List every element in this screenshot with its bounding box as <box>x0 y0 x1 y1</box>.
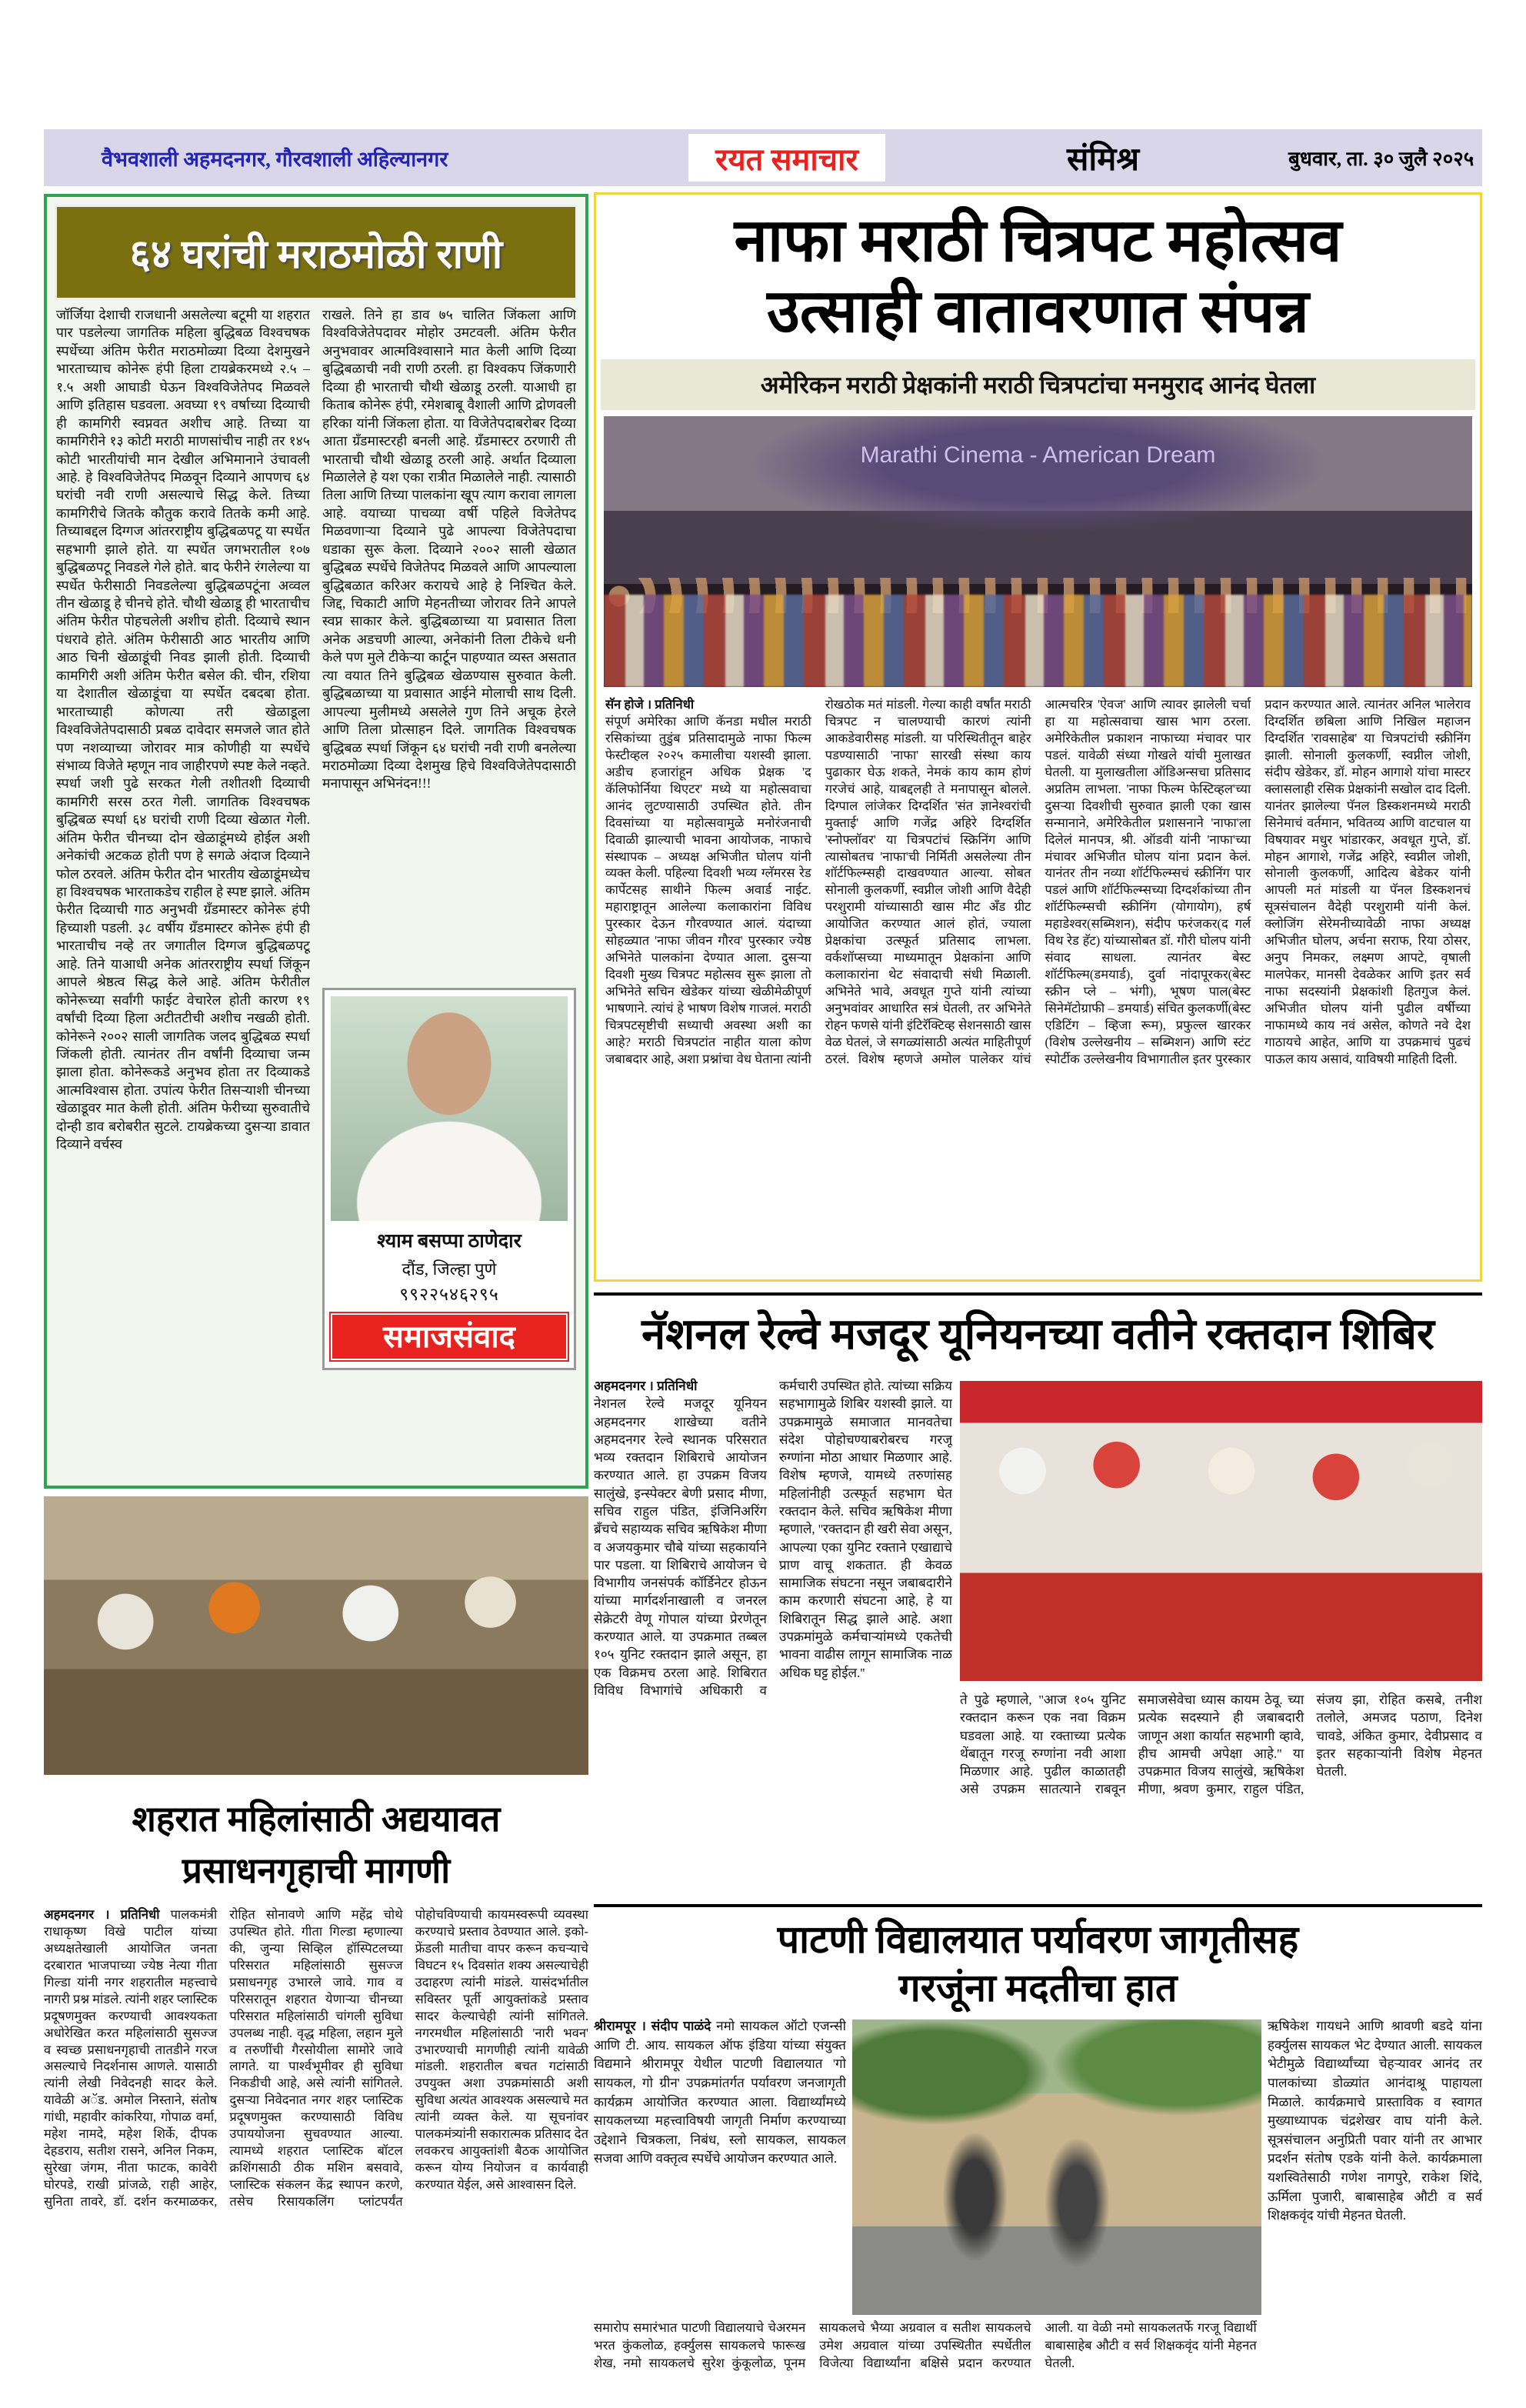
cycle-donation-photo <box>852 2019 1261 2315</box>
masthead-bar <box>44 129 1482 186</box>
janata-darbar-photo <box>44 1496 588 1775</box>
masthead-title-box <box>688 134 885 182</box>
masthead-section: संमिश्र <box>1067 142 1140 178</box>
section-divider-rule-1 <box>594 1292 1482 1296</box>
masthead-tagline: वैभवशाली अहमदनगर, गौरवशाली अहिल्यानगर <box>102 147 448 171</box>
toilet-article-byline: अहमदनगर । प्रतिनिधी <box>44 1907 160 1922</box>
left-article-col1: जॉर्जिया देशाची राजधानी असलेल्या बटूमी या शहरात पार पडलेल्या जागतिक महिला बुद्धिबळ विश्वचषक स्पर्धेच्या अंतिम फेरीत मराठमोळ्या दिव्या देशमुखने भारताच्याच कोनेरू हंपी हिला टायब्रेकरमध्ये २.५ – १.५ अशी आघाडी घेऊन विश्वविजेतेपद मिळवले आणि इतिहास घडवला. अवघ्या १९ वर्षाच्या दिव्याची ही कामगिरी स्वप्नवत अशीच आहे. तिच्या या कामगिरीने १३ कोटी मराठी माणसांचीच नाही तर १४५ कोटी भारतीयांची मान देखील अभिमानाने उंचावली आहे. हे विश्वविजेतेपद मिळवून दिव्याने आपणच ६४ घरांची नवी राणी असल्याचे सिद्ध केले. तिच्या कामगिरीचे जितके कौतुक करावे तितके कमी आहे. तिच्याबद्दल दिग्गज आंतरराष्ट्रीय बुद्धिबळपटू या स्पर्धेत सहभागी झाले होते. या स्पर्धेत जगभरातील १०७ बुद्धिबळपटू निवडले गेले होते. बाद फेरीने रंगलेल्या या स्पर्धेत फेरीसाठी निवडलेल्या बुद्धिबळपटूंना अव्वल तीन खेळाडू हे चीनचे होते. चौथी खेळाडू ही भारताचीच अंतिम फेरीत पोहचलेली अशीच होती. दिव्याचे स्थान पंधरावे होते. अंतिम फेरीसाठी आठ भारतीय आणि आठ चिनी खेळाडूंची निवड झाली होती. दिव्याची कामगिरी अशी अंतिम फेरीत बसेल की. चीन, रशिया या देशातील खेळाडूंचा या स्पर्धेत दबदबा होता. भारताच्याही कोणत्या तरी खेळाडूला विश्वविजेतेपदासाठी प्रबळ दावेदार समजले जात होते पण नशव्याच्या जोरावर मात्र कोणीही या स्पर्धेचे संभाव्य विजेते म्हणून नाव जाहीरपणे स्पष्ट केले नव्हते. स्पर्धा जशी पुढे सरकत गेली तशीतशी दिव्याची कामगिरी सरस ठरत गेली. जागतिक विश्वचषक बुद्धिबळ स्पर्धा ६४ घरांची राणी दिव्या खेळात गेली. अंतिम फेरीत चीनच्या दोन खेळाडूंमध्ये होईल अशी अनेकांची अटकळ होती पण हे सगळे अंदाज दिव्याने फोल ठरवले. अंतिम फेरीत दोन भारतीय खेळाडूंमध्येच हा विश्वचषक भारताकडेच राहील हे स्पष्ट झाले. अंतिम फेरीत दिव्याची गाठ अनुभवी ग्रँडमास्टर कोनेरू हंपी हिच्याशी पडली. ३८ वर्षीय ग्रँडमास्टर कोनेरू हंपी ही भारताचीच नव्हे तर जगातील दिग्गज बुद्धिबळपटू आहे. तिने याआधी अनेक आंतरराष्ट्रीय स्पर्धा जिंकून आपले श्रेष्ठत्व सिद्ध केले आहे. अंतिम फेरीतील कोनेरूच्या सर्वांगी फाईट वेचारेल होती कारण १९ वर्षांची दिव्या हिला अटीतटीची अशीच नखळी होती. कोनेरूने २००२ साली जागतिक जलद बुद्धिबळ स्पर्धा जिंकली होती. त्यानंतर तीन वर्षांनी दिव्याचा जन्म झाला होता. कोनेरूकडे अनुभव होता तर दिव्याकडे आत्मविश्वास होता. उपांत्य फेरीत तिसऱ्याशी चीनच्या खेळाडूवर मात केली होती. अंतिम फेरीच्या सुरुवातीचे दोन्ही डाव बरोबरीत सुटले. टायब्रेकच्या दुसऱ्या डावात दिव्याने वर्चस्व <box>56 307 310 1152</box>
nafa-article-body <box>605 696 1471 1278</box>
author-name: श्याम बसप्पा ठाणेदार <box>377 1231 521 1252</box>
env-article-headline <box>594 1916 1482 2012</box>
env-article-left-text: नमो सायकल ऑटो एजन्सी आणि टी. आय. सायकल ऑफ इंडिया यांच्या संयुक्त विद्यमाने श्रीरामपूर येथील पाटणी विद्यालयात 'गो सायकल, गो ग्रीन' उपक्रमांतर्गत पर्यावरण जनजागृती कार्यक्रम आयोजित करण्यात आला. विद्यार्थ्यांमध्ये सायकलच्या महत्त्वाविषयी जागृती निर्माण करण्याच्या उद्देशाने चित्रकला, निबंध, स्लो सायकल, सायकल सजवा आणि वक्तृत्व स्पर्धेचे आयोजन करण्यात आले. <box>594 2019 846 2166</box>
toilet-article-body <box>44 1906 588 2374</box>
author-box <box>322 988 576 1370</box>
blood-article-text: नेशनल रेल्वे मजदूर यूनियन अहमदनगर शाखेच्या वतीने अहमदनगर रेल्वे स्थानक परिसरात भव्य रक्तदान शिबिराचे आयोजन करण्यात आले. हा उपक्रम विजय सालुंखे, इन्स्पेक्टर बेणी प्रसाद मीणा, सचिव राहुल पंडित, इंजिनिअरिंग ब्रँचचे सहाय्यक सचिव ऋषिकेश मीणा व अजयकुमार चौबे यांच्या सहकार्याने पार पडला. या शिबिराचे आयोजन चे विभागीय जनसंपर्क कॉर्डिनेटर होऊन यांच्या मार्गदर्शनाखाली व जनरल सेक्रेटरी वेणू गोपाल यांच्या प्रेरणेतून करण्यात आले. या उपक्रमात तब्बल १०५ युनिट रक्तदान झाले असून, हा एक विक्रमच ठरला आहे. शिबिरात विविध विभागांचे अधिकारी व कर्मचारी उपस्थित होते. त्यांच्या सक्रिय सहभागामुळे शिबिर यशस्वी झाले. या उपक्रमामुळे समाजात मानवतेचा संदेश पोहोचण्याबरोबरच गरजू रुग्णांना मोठा आधार मिळणार आहे. विशेष म्हणजे, यामध्ये तरुणांसह महिलांनीही उत्स्फूर्त सहभाग घेत रक्तदान केले. सचिव ऋषिकेश मीणा म्हणाले, ''रक्तदान ही खरी सेवा असून, आपल्या एका युनिट रक्ताने एखाद्याचे प्राण वाचू शकतात. ही केवळ सामाजिक संघटना नसून जबाबदारीने काम करणारी संघटना आहे, हे या शिबिरातून सिद्ध झाले आहे. अशा उपक्रमांमुळे कर्मचाऱ्यांमध्ये एकतेची भावना वाढीस लागून सामाजिक नाळ अधिक घट्ट होईल.'' <box>594 1379 952 1698</box>
blood-article-byline: अहमदनगर । प्रतिनिधी <box>594 1379 698 1393</box>
toilet-article-text: पालकमंत्री राधाकृष्ण विखे पाटील यांच्या अध्यक्षतेखाली आयोजित जनता दरबारात भाजपाच्या ज्येष्ठ नेत्या गीता गिल्डा यांनी नगर शहरातील महत्त्वाचे नागरी प्रश्न मांडले. त्यांनी शहर प्लास्टिक प्रदूषणमुक्त करण्याची आवश्यकता अधोरेखित करत महिलांसाठी सुसज्ज व स्वच्छ प्रसाधनगृहाची तातडीने गरज असल्याचे निदर्शनास आणले. यासाठी त्यांनी लेखी निवेदनही सादर केले. यावेळी अॅड. अमोल निस्ताने, संतोष गांधी, महावीर कांकरिया, गोपाळ वर्मा, महेश नामदे, महेश शिर्के, दीपक देहडराय, सतीश रासने, अनिल निकम, सुरेखा जंगम, नीता फाटक, कावेरी घोरपडे, राखी प्रांजळे, राही आहेर, सुनिता तावरे, डॉ. दर्शन करमाळकर, रोहित सोनावणे आणि महेंद्र चोथे उपस्थित होते. गीता गिल्डा म्हणाल्या की, जुन्या सिव्हिल हॉस्पिटलच्या परिसरात महिलांसाठी सुसज्ज प्रसाधनगृह उभारले जावे. गाव व परिसरातून शहरात येणाऱ्या चीनच्या परिसरात महिलांसाठी चांगली सुविधा उपलब्ध नाही. वृद्ध महिला, लहान मुले व तरुणींची गैरसोयीला सामोरे जावे लागते. या पार्श्वभूमीवर ही सुविधा निकडीची आहे, असे त्यांनी सांगितले. दुसऱ्या निवेदनात नगर शहर प्लास्टिक प्रदूषणमुक्त करण्यासाठी विविध उपाययोजना सुचवण्यात आल्या. त्यामध्ये शहरात प्लास्टिक बॉटल क्रशिंगसाठी ठीक मशिन बसवावे, प्लास्टिक संकलन केंद्र स्थापन करणे, तसेच रिसायकलिंग प्लांटपर्यंत पोहोचविण्याची कायमस्वरूपी व्यवस्था करण्याचे प्रस्ताव ठेवण्यात आले. इको-फ्रेंडली मातीचा वापर करून कचऱ्याचे विघटन १५ दिवसांत शक्य असल्याचेही उदाहरण त्यांनी मांडले. यासंदर्भातील सविस्तर पूर्ती आयुक्तांकडे प्रस्ताव सादर केल्याचेही त्यांनी सांगितले. नगरमधील महिलांसाठी 'नारी भवन' उभारण्याची मागणीही त्यांनी यावेळी मांडली. शहरातील बचत गटांसाठी उपयुक्त अशा उपक्रमांसाठी अशी सुविधा अत्यंत आवश्यक असल्याचे मत त्यांनी व्यक्त केले. या सूचनांवर पालकमंत्र्यांनी सकारात्मक प्रतिसाद देत लवकरच आयुक्तांशी बैठक आयोजित करून योग्य नियोजन व कार्यवाही करण्यात येईल, असे आश्वासन दिले. <box>44 1907 588 2209</box>
blood-article-headline: नॅशनल रेल्वे मजदूर यूनियनच्या वतीने रक्तदान शिबिर <box>641 1311 1434 1359</box>
env-headline-line1: पाटणी विद्यालयात पर्यावरण जागृतीसह <box>777 1918 1299 1961</box>
section-divider-rule-2 <box>594 1904 1482 1907</box>
left-article-col2 <box>322 306 576 1479</box>
toilet-headline-line2: प्रसाधनगृहाची मागणी <box>182 1850 451 1890</box>
nafa-headline-line2: उत्साही वातावरणात संपन्न <box>767 278 1309 345</box>
blood-article-bottom-columns: ते पुढे म्हणाले, ''आज १०५ युनिट रक्तदान करून एक नवा विक्रम घडवला आहे. या रक्ताच्या प्रत्येक थेंबातून गरजू रुग्णांना नवी आशा मिळणार आहे. पुढील काळातही असे उपक्रम सातत्याने राबवून समाजसेवेचा ध्यास कायम ठेवू. च्या प्रत्येक सदस्याने ही जबाबदारी जाणून अशा कार्यात सहभागी व्हावे, हीच आमची अपेक्षा आहे.'' या उपक्रमात विजय सालुंखे, ऋषिकेश मीणा, श्रवण कुमार, राहुल पंडित, संजय झा, रोहित कसबे, तनीश तलोले, अमजद पठाण, दिनेश चावडे, अंकित कुमार, देवीप्रसाद व इतर सहकाऱ्यांनी विशेष मेहनत घेतली. <box>960 1693 1482 1797</box>
nafa-headline-line1: नाफा मराठी चित्रपट महोत्सव <box>734 207 1342 274</box>
nafa-stage-photo <box>604 416 1472 687</box>
env-article-byline: श्रीरामपूर । संदीप पाळंदे <box>594 2019 711 2033</box>
nafa-photo-people-row <box>604 595 1472 687</box>
left-article-body <box>56 306 576 1479</box>
env-article-bottom-columns: समारोप समारंभात पाटणी विद्यालयाचे चेअरमन भरत कुंकलोळ, हर्क्युलस सायकलचे फारूख शेख, नमो सायकलचे सुरेश कुंकूलोळ, पूनम सायकलचे भैय्या अग्रवाल व सतीश सायकलचे उमेश अग्रवाल यांच्या उपस्थितीत स्पर्धेतील विजेत्या विद्यार्थ्यांना बक्षिसे प्रदान करण्यात आली. या वेळी नमो सायकलतर्फे गरजू विद्यार्थी बाबासाहेब औटी व सर्व शिक्षकवृंद यांनी मेहनत घेतली. <box>594 2320 1257 2371</box>
toilet-article-headline <box>44 1794 588 1896</box>
env-article-left-column <box>594 2017 846 2313</box>
blood-article-left-columns <box>594 1377 952 1894</box>
toilet-headline-line1: शहरात महिलांसाठी अद्ययावत <box>132 1799 501 1839</box>
author-column-tag: समाजसंवाद <box>331 1313 568 1361</box>
nafa-article-box <box>594 192 1482 1282</box>
left-article-headline: ६४ घरांची मराठमोळी राणी <box>55 205 578 300</box>
blood-donation-photo <box>960 1381 1482 1681</box>
masthead-date: बुधवार, ता. ३० जुलै २०२५ <box>1288 148 1474 170</box>
author-place: दौंड, जिल्हा पुणे <box>401 1259 497 1279</box>
nafa-headline <box>596 205 1480 347</box>
author-phone: ९९२२५४६२९५ <box>399 1284 499 1304</box>
author-portrait-photo <box>331 996 568 1221</box>
env-article-right-column: ऋषिकेश गायधने आणि श्रावणी बडदे यांना हर्क्युलस सायकल भेट देण्यात आली. सायकल भेटीमुळे विद्यार्थ्यांच्या चेहऱ्यावर आनंद तर पालकांच्या डोळ्यांत आनंदाश्रू पाहायला मिळाले. कार्यक्रमाचे प्रास्ताविक व स्वागत मुख्याध्यापक चंद्रशेखर वाघ यांनी केले. सूत्रसंचालन अनुप्रिती पवार यांनी तर आभार प्रदर्शन संतोष एडके यांनी केले. कार्यक्रमाला यशस्वितेसाठी गणेश नागपुरे, राकेश शिंदे, ऊर्मिला पुजारी, बाबासाहेब औटी व सर्व शिक्षकवृंद यांची मेहनत घेतली. <box>1268 2019 1482 2223</box>
nafa-photo-caption: Marathi Cinema - American Dream <box>860 442 1216 469</box>
nafa-body-text: संपूर्ण अमेरिका आणि कॅनडा मधील मराठी रसिकांच्या तुडुंब प्रतिसादामुळे नाफा फिल्म फेस्टीव्हल २०२५ कमालीचा यशस्वी झाला. अडीच हजारांहून अधिक प्रेक्षक 'द कॅलिफोर्निया थिएटर' मध्ये या महोत्सवाचा आनंद लुटण्यासाठी उपस्थित होते. तीन दिवसांच्या या महोत्सवामुळे मनोरंजनाची दिवाळी झाल्याची भावना आयोजक, नाफाचे संस्थापक – अध्यक्ष अभिजीत घोलप यांनी व्यक्त केली. पहिल्या दिवशी भव्य ग्लॅमरस रेड कार्पेटसह साथीने फिल्म अवार्ड नाईट. महाराष्ट्रातून आलेल्या कलाकारांना विविध पुरस्कार देऊन गौरवण्यात आलं. यंदाच्या सोहळ्यात 'नाफा जीवन गौरव' पुरस्कार ज्येष्ठ अभिनेते पालकांना देण्यात आला. दुसऱ्या दिवशी मुख्य चित्रपट महोत्सव सुरू झाला तो अभिनेते सचिन खेडेकर यांच्या खेळीमेळीपूर्ण भाषणाने. त्यांचं हे भाषण विशेष गाजलं. मराठी चित्रपटसृष्टीची सध्याची अवस्था अशी का आहे? मराठी चित्रपटांत नाहीत याला कोण जबाबदार आहे, अशा प्रश्नांचा वेध घेताना त्यांनी रोखठोक मतं मांडली. गेल्या काही वर्षांत मराठी चित्रपट न चालण्याची कारणं त्यांनी आकडेवारीसह मांडली. या परिस्थितीतून बाहेर पडण्यासाठी 'नाफा' सारखी संस्था काय पुढाकार घेऊ शकते, नेमकं काय काम होणं गरजेचं आहे, याबद्दलही ते मनापासून बोलले. दिग्पाल लांजेकर दिग्दर्शित 'संत ज्ञानेश्वरांची मुक्ताई' आणि गजेंद्र अहिरे दिग्दर्शित 'स्नोफ्लॉवर' या चित्रपटांचं स्क्रिनिंग आणि त्यासोबतच 'नाफा'ची निर्मिती असलेल्या तीन शॉर्टफिल्म्सही दाखवण्यात आल्या. सोबत सोनाली कुलकर्णी, स्वप्नील जोशी आणि वैदेही परशुरामी यांच्यासाठी खास मीट अँड ग्रीट आयोजित करण्यात आलं होतं, ज्याला प्रेक्षकांचा उत्स्फूर्त प्रतिसाद लाभला. वर्कशॉप्सच्या माध्यमातून प्रेक्षकांना आणि कलाकारांना थेट संवादाची संधी मिळाली. अभिनेते भावे, अवधूत गुप्ते यांनी त्यांच्या अनुभवांवर आधारित सत्रं घेतली, तर अभिनेते रोहन फणसे यांनी इंटिरॅक्टिव्ह सेशनसाठी खास वेळ घेतलं, जे सगळ्यांसाठी अत्यंत माहितीपूर्ण ठरलं. विशेष म्हणजे अमोल पालेकर यांचं आत्मचरित्र 'ऐवज' आणि त्यावर झालेली चर्चा हा या महोत्सवाचा खास भाग ठरला. अमेरिकेतील प्रकाशन नाफाच्या मंचावर पार पडलं. यावेळी संध्या गोखले यांची मुलाखत घेतली. या मुलाखतीला ऑडिअन्सचा प्रतिसाद अप्रतिम लाभला. 'नाफा फिल्म फेस्टिव्हल'च्या दुसऱ्या दिवशीची सुरुवात झाली एका खास सन्मानाने, अमेरिकेतील प्रशासनाने 'नाफा'ला दिलेलं मानपत्र, श्री. ऑडवी यांनी 'नाफा'च्या मंचावर अभिजीत घोलप यांना प्रदान केलं. यानंतर तीन नव्या शॉर्टफिल्म्सचं स्क्रीनिंग पार पडलं आणि शॉर्टफिल्म्सच्या दिग्दर्शकांच्या तीन शॉर्टफिल्म्सची स्क्रीनिंग (योगायोग), हर्ष महाडेश्वर(सब्मिशन), संदीप फरंजकर(द गर्ल विथ रेड हॅट) यांच्यासोबत डॉ. गौरी घोलप यांनी संवाद साधला. त्यानंतर बेस्ट शॉर्टफिल्म(डमयार्ड), दुर्वा नांदापूरकर(बेस्ट स्क्रीन प्ले – भंगी), भूषण पाल(बेस्ट सिनेमॅटोग्राफी – डमयार्ड) संचित कुलकर्णी(बेस्ट एडिटिंग – व्हिजा रूम), प्रफुल्ल खारकर (विशेष उल्लेखनीय – सब्मिशन) आणि स्टंट स्पोर्टीक उल्लेखनीय विभागातील इतर पुरस्कार प्रदान करण्यात आले. त्यानंतर अनिल भालेराव दिग्दर्शित छबिला आणि निखिल महाजन दिग्दर्शित 'रावसाहेब' या चित्रपटांची स्क्रीनिंग झाली. सोनाली कुलकर्णी, स्वप्नील जोशी, संदीप खेडेकर, डॉ. मोहन आगाशे यांचा मास्टर क्लासलाही रसिक प्रेक्षकांनी सखोल दाद दिली. यानंतर झालेल्या पॅनल डिस्कशनमध्ये मराठी सिनेमाचं वर्तमान, भवितव्य आणि वाटचाल या विषयावर मधुर भांडारकर, अवधूत गुप्ते, डॉ. मोहन आगाशे, गजेंद्र अहिरे, स्वप्नील जोशी, सोनाली कुलकर्णी, आदित्य बेडेकर यांनी आपली मतं मांडली या पॅनल डिस्कशनचं सूत्रसंचालन वैदेही परशुरामी यांनी केलं. क्लोजिंग सेरेमनीच्यावेळी नाफा अध्यक्ष अभिजीत घोलप, अर्चना सराफ, रिया ठोसर, अनुप निमकर, लक्ष्मण आपटे, वृषाली मालपेकर, मानसी देवळेकर आणि इतर सर्व नाफा सदस्यांनी प्रेक्षकांशी हितगुज केलं. अभिजीत घोलप यांनी पुढील वर्षीच्या नाफामध्ये काय नवं असेल, कोणते नवे देश गाठायचे आहेत, आणि या उपक्रमाचं पुढचं पाऊल काय असावं, याविषयी माहिती दिली. <box>605 697 1471 1066</box>
env-headline-line2: गरजूंना मदतीचा हात <box>898 1966 1178 2009</box>
newspaper-title: रयत समाचार <box>715 142 858 177</box>
nafa-byline: सॅन होजे । प्रतिनिधी <box>605 697 695 712</box>
left-article-col2-text: राखले. तिने हा डाव ७५ चालित जिंकला आणि विश्वविजेतेपदावर मोहोर उमटवली. अंतिम फेरीत अनुभवावर आत्मविश्वासाने मात केली आणि दिव्या बुद्धिबळाची नवी राणी ठरली. हा विश्वकप जिंकणारी दिव्या ही भारताची चौथी खेळाडू ठरली. याआधी हा किताब कोनेरू हंपी, रमेशबाबू वैशाली आणि द्रोणवली हरिका यांनी जिंकला होता. या विजेतेपदाबरोबर दिव्या आता ग्रँडमास्टरही बनली आहे. ग्रँडमास्टर ठरणारी ती भारताची चौथी खेळाडू ठरली आहे. अर्थात दिव्याला मिळालेले हे यश एका रात्रीत मिळालेले नाही. त्यासाठी तिला आणि तिच्या पालकांना खूप त्याग करावा लागला आहे. वयाच्या पाचव्या वर्षी पहिले विजेतेपद मिळवणाऱ्या दिव्याने पुढे आपल्या विजेतेपदाचा धडाका सुरू केला. दिव्याने २००२ साली खेळात बुद्धिबळ स्पर्धेचे विजेतेपद मिळवले आणि आपल्याला बुद्धिबळात करिअर करायचे आहे हे निश्चित केले. जिद्द, चिकाटी आणि मेहनतीच्या जोरावर तिने आपले स्वप्न साकार केले. बुद्धिबळाच्या या प्रवासात तिला अनेक अडचणी आल्या, अनेकांनी तिला टीकेचे धनी केले पण मुले टीकेऱ्या कार्टून पाहण्यात व्यस्त असतात त्या वयात तिने बुद्धिबळ खेळण्यास सुरुवात केली. बुद्धिबळाच्या या प्रवासात आईने मोलाची साथ दिली. आपल्या मुलीमध्ये असलेले गुण तिने अचूक हेरले आणि तिला प्रोत्साहन दिले. जागतिक विश्वचषक बुद्धिबळ स्पर्धा जिंकून ६४ घरांची नवी राणी बनलेल्या मराठमोळ्या दिव्या देशमुख हिचे विश्वविजेतेपदासाठी मनापासून अभिनंदन!!! <box>322 307 576 792</box>
nafa-subhead: अमेरिकन मराठी प्रेक्षकांनी मराठी चित्रपटांचा मनमुराद आनंद घेतला <box>601 359 1475 410</box>
left-article-block <box>44 194 588 1489</box>
